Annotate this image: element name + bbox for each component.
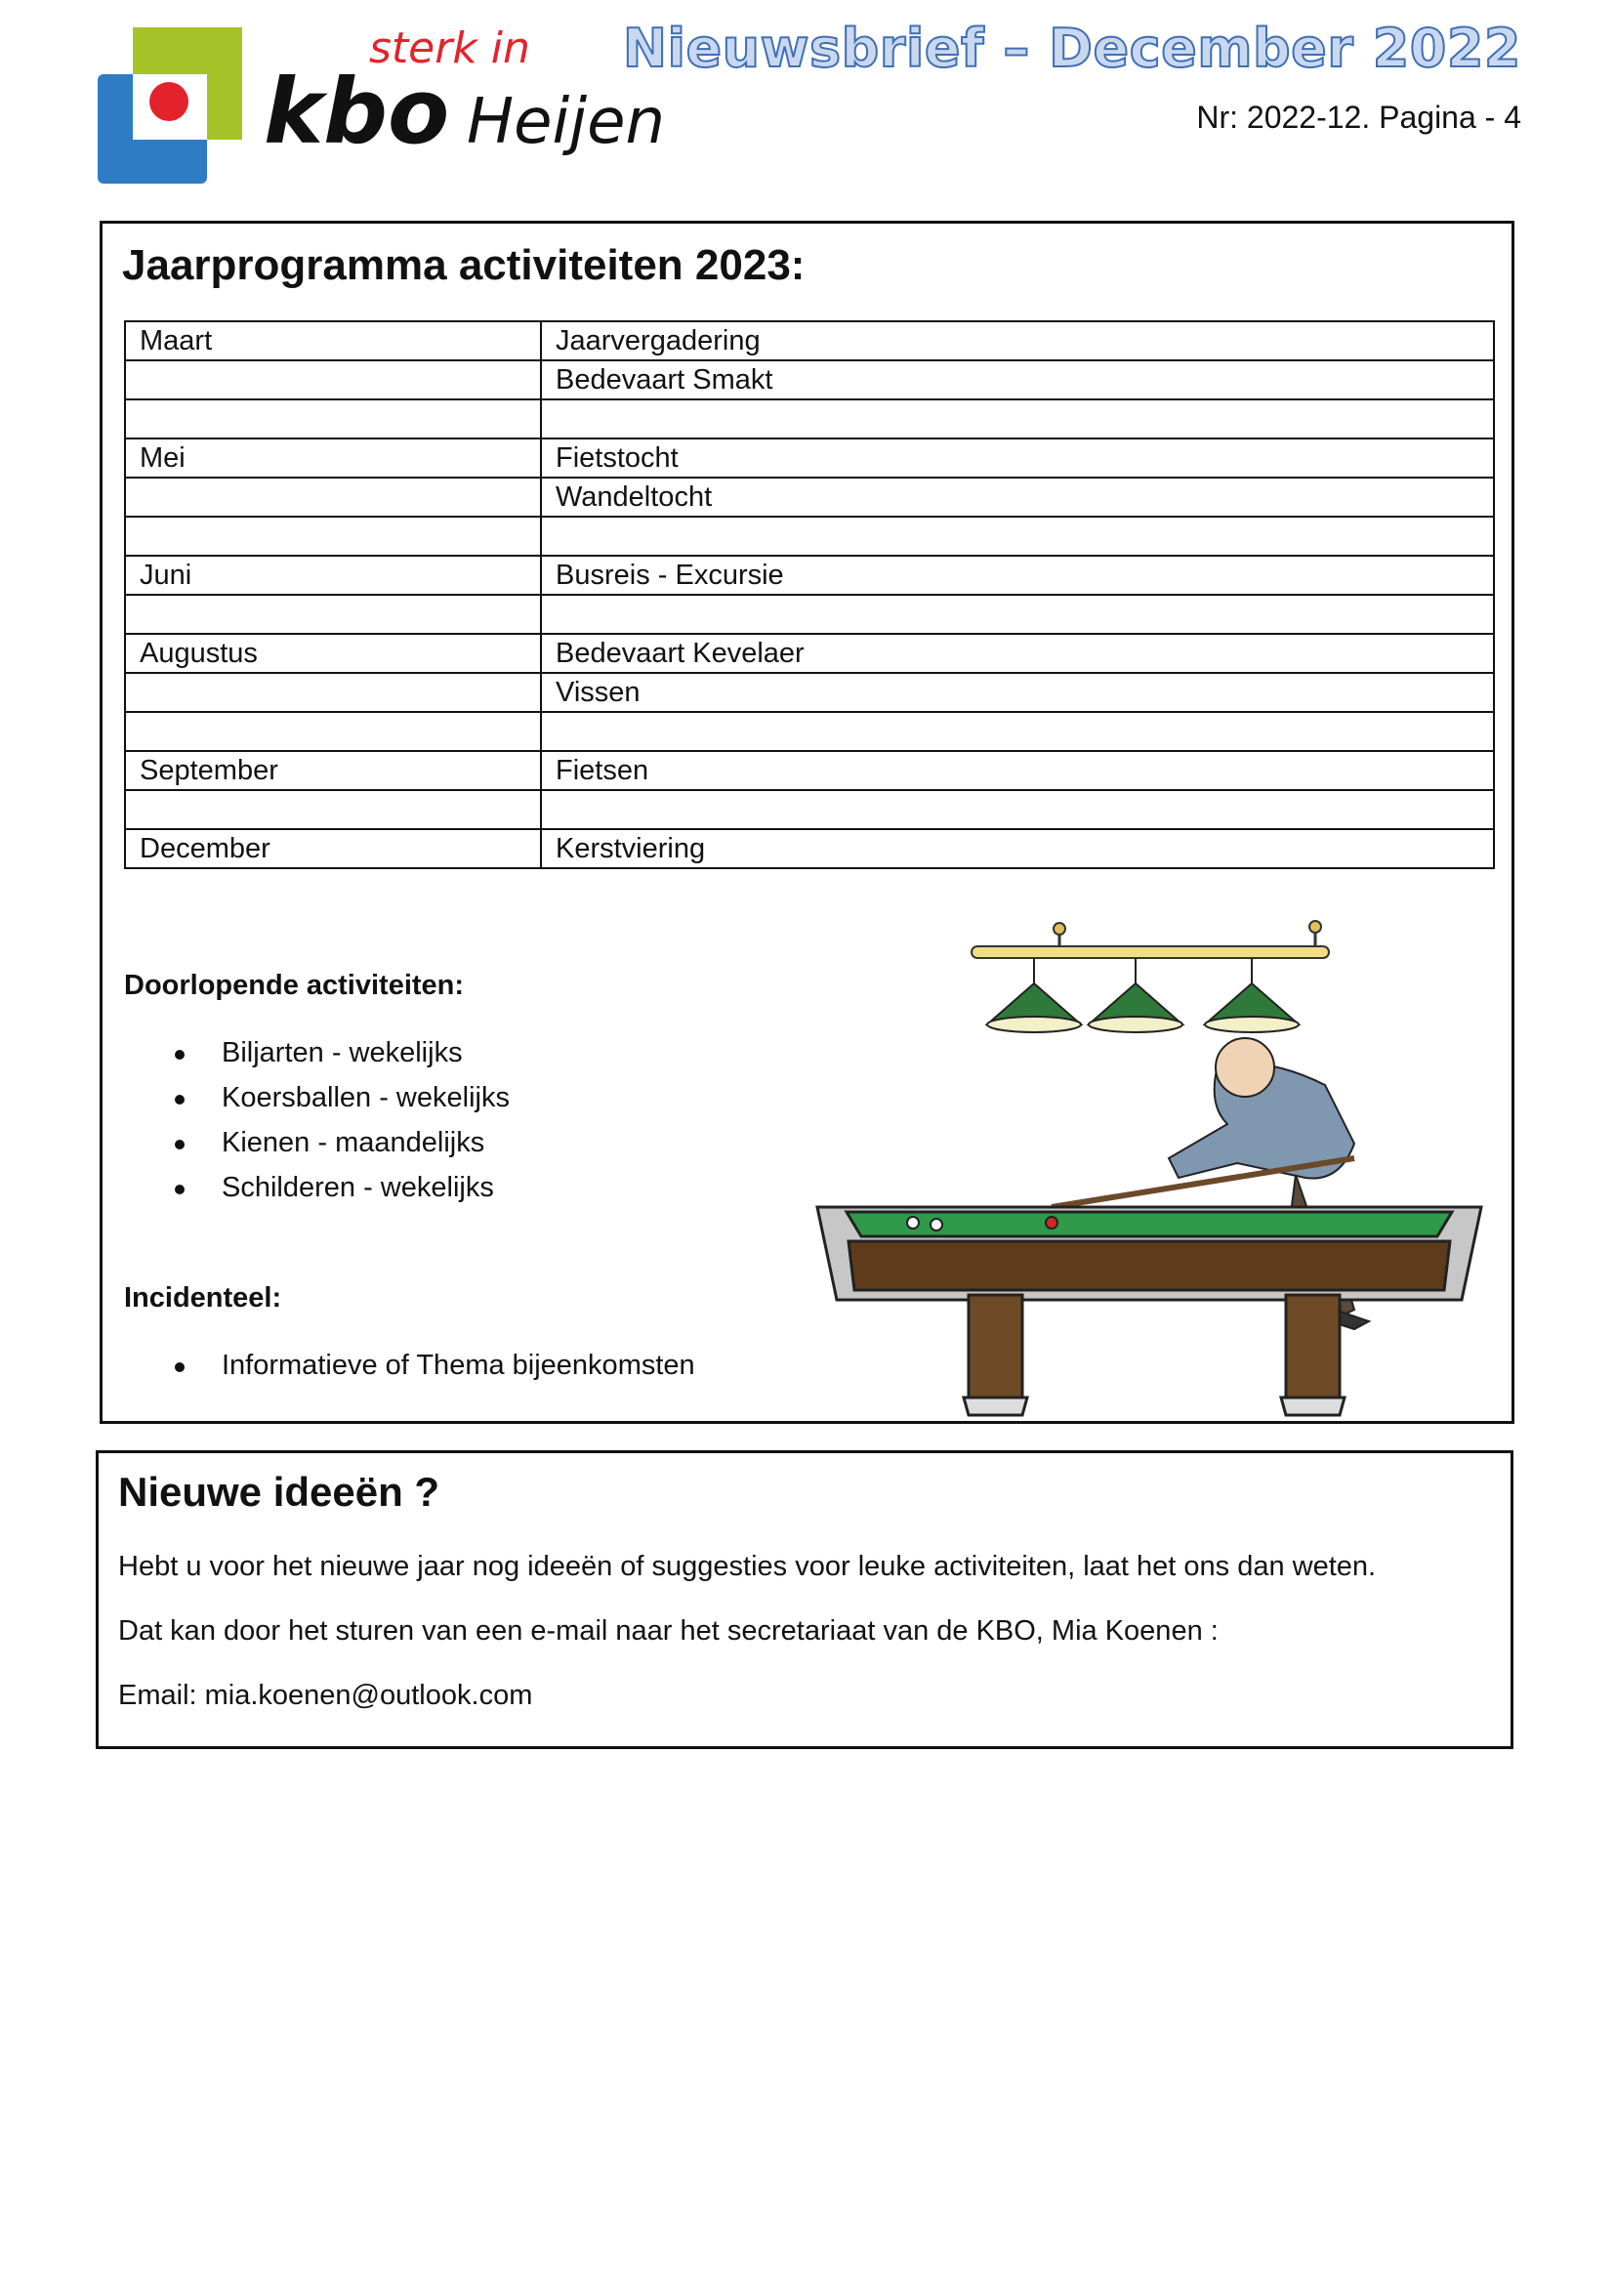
activity-cell: Jaarvergadering — [541, 321, 1494, 360]
activity-cell: Busreis - Excursie — [541, 556, 1494, 595]
list-item-text: Informatieve of Thema bijeenkomsten — [222, 1350, 695, 1381]
month-cell — [125, 478, 541, 517]
list-item — [124, 1030, 510, 1075]
program-row — [125, 478, 1494, 517]
program-row — [125, 321, 1494, 360]
logo-brand: kbo — [264, 60, 450, 164]
ongoing-heading: Doorlopende activiteiten: — [124, 970, 465, 1001]
billiards-player-illustration — [808, 919, 1503, 1419]
program-row — [125, 438, 1494, 478]
month-cell — [125, 790, 541, 829]
program-row — [125, 751, 1494, 790]
bullet-icon — [175, 1185, 185, 1194]
month-cell: Mei — [125, 438, 541, 478]
program-box — [100, 221, 1514, 1424]
activity-cell: Fietsen — [541, 751, 1494, 790]
list-item-text: Biljarten - wekelijks — [222, 1037, 463, 1068]
ideas-paragraph: Dat kan door het sturen van een e-mail naar het secretariaat van de KBO, Mia Koenen : — [118, 1615, 1219, 1647]
bullet-icon — [175, 1140, 185, 1149]
program-row — [125, 595, 1494, 634]
month-cell — [125, 673, 541, 712]
month-cell — [125, 517, 541, 556]
contact-email: Email: mia.koenen@outlook.com — [118, 1680, 533, 1711]
ongoing-list — [124, 1030, 510, 1210]
activity-cell — [541, 595, 1494, 634]
list-item-text: Schilderen - wekelijks — [222, 1172, 494, 1203]
issue-number: Nr: 2022-12. Pagina - 4 — [1196, 100, 1521, 135]
month-cell: Juni — [125, 556, 541, 595]
program-title: Jaarprogramma activiteiten 2023: — [122, 241, 806, 289]
activity-cell: Bedevaart Smakt — [541, 360, 1494, 399]
ideas-paragraph: Hebt u voor het nieuwe jaar nog ideeën of suggesties voor leuke activiteiten, laat het ons dan weten. — [118, 1551, 1377, 1582]
list-item-text: Kienen - maandelijks — [222, 1127, 485, 1158]
activity-cell: Fietstocht — [541, 438, 1494, 478]
program-table — [124, 320, 1495, 869]
activity-cell: Vissen — [541, 673, 1494, 712]
month-cell: Maart — [125, 321, 541, 360]
month-cell — [125, 399, 541, 438]
list-item — [124, 1075, 510, 1120]
newsletter-title: Nieuwsbrief – December 2022 — [622, 18, 1521, 79]
month-cell — [125, 360, 541, 399]
bullet-icon — [175, 1362, 185, 1372]
month-cell — [125, 712, 541, 751]
program-row — [125, 517, 1494, 556]
program-row — [125, 634, 1494, 673]
month-cell: September — [125, 751, 541, 790]
list-item-text: Koersballen - wekelijks — [222, 1082, 510, 1113]
program-row — [125, 829, 1494, 868]
list-item — [124, 1120, 510, 1165]
program-row — [125, 673, 1494, 712]
activity-cell: Bedevaart Kevelaer — [541, 634, 1494, 673]
activity-cell — [541, 399, 1494, 438]
activity-cell: Wandeltocht — [541, 478, 1494, 517]
incidental-heading: Incidenteel: — [124, 1282, 282, 1314]
activity-cell — [541, 517, 1494, 556]
list-item — [124, 1343, 695, 1388]
program-row — [125, 712, 1494, 751]
bullet-icon — [175, 1095, 185, 1105]
program-row — [125, 790, 1494, 829]
bullet-icon — [175, 1050, 185, 1060]
month-cell — [125, 595, 541, 634]
activity-cell: Kerstviering — [541, 829, 1494, 868]
month-cell: December — [125, 829, 541, 868]
activity-cell — [541, 790, 1494, 829]
program-row — [125, 360, 1494, 399]
logo-tagline: sterk in — [369, 27, 530, 73]
ideas-title: Nieuwe ideeën ? — [118, 1469, 440, 1515]
program-row — [125, 556, 1494, 595]
logo-place: Heijen — [467, 86, 665, 158]
incidental-list — [124, 1343, 695, 1388]
kbo-heijen-logo — [98, 27, 683, 184]
ideas-box — [96, 1450, 1513, 1749]
month-cell: Augustus — [125, 634, 541, 673]
program-row — [125, 399, 1494, 438]
list-item — [124, 1165, 510, 1210]
activity-cell — [541, 712, 1494, 751]
